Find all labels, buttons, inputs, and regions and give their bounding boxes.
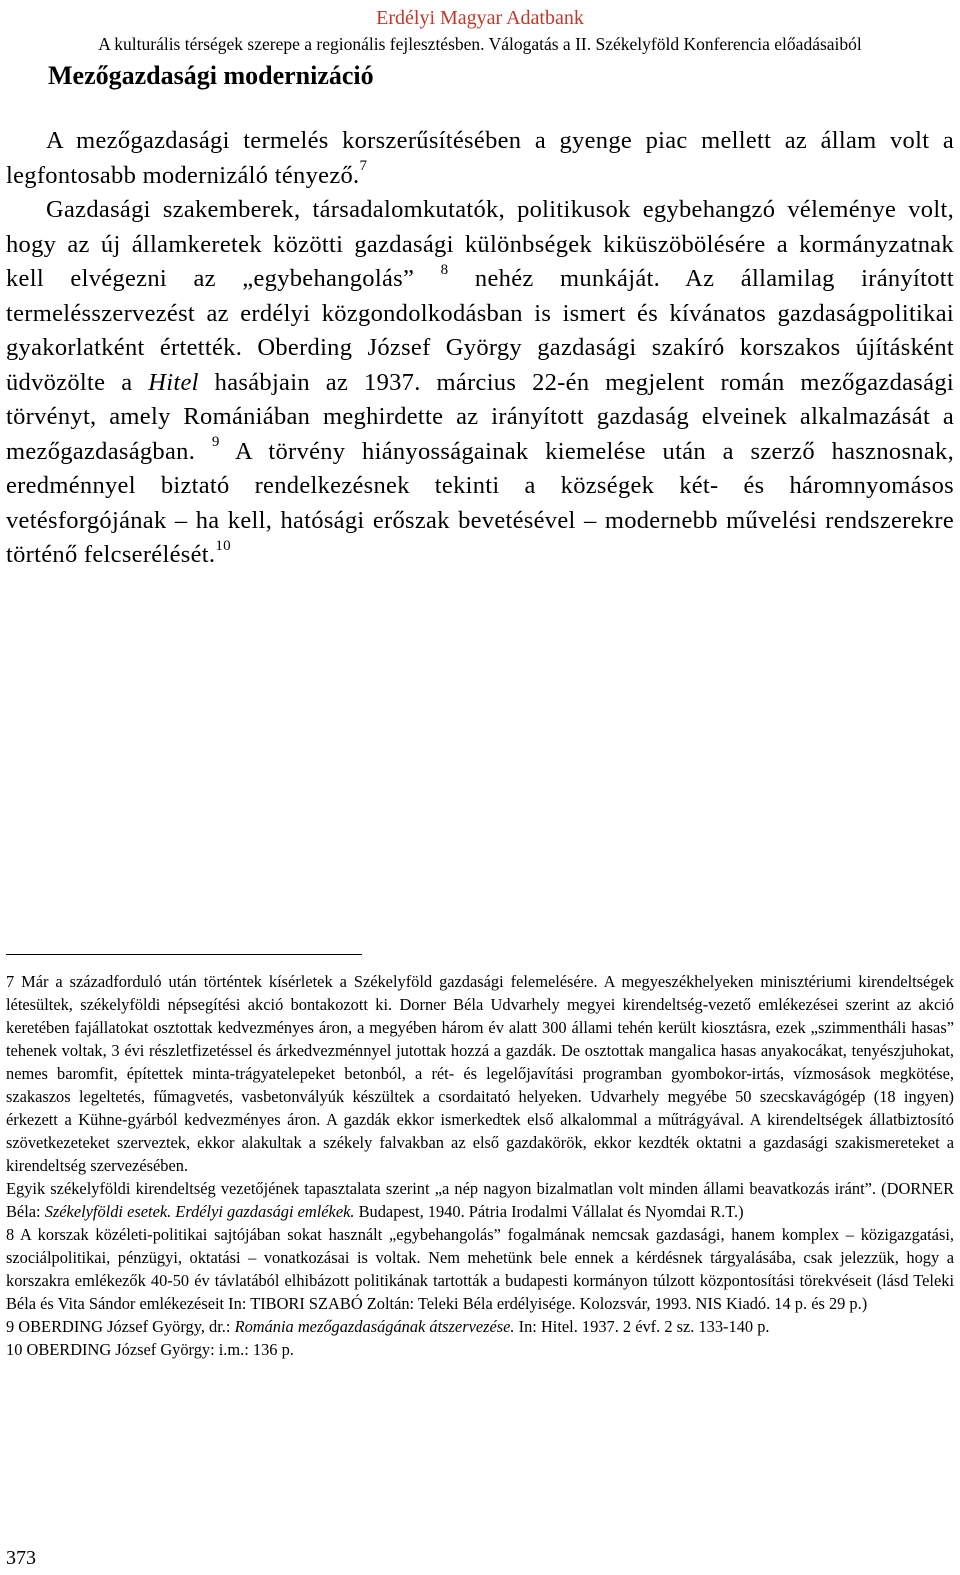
footnote-9-source: In: Hitel. 1937. 2 évf. 2 sz. 133-140 p. [518,1317,770,1336]
footnote-9-title: Románia mezőgazdaságának átszervezése. [234,1317,515,1336]
footnote-7-continued [6,1177,954,1223]
body-text-1: A mezőgazdasági termelés korszerűsítésében a gyenge piac mellett az állam volt a legfontosabb modernizáló tényező. [6,127,954,189]
footnote-ref-10[interactable]: 10 [215,537,231,554]
body-text-3: nehéz munkáját. Az államilag irányított termelésszervezést az erdélyi közgondolkodásban is ismert és kívánatos gazdaságpolitikai gyakorlatként értették. Oberding József György gazdasági szakíró korszakos újításként üdvözölte a [6,265,954,396]
paragraph-indent [6,127,46,154]
body-paragraph [6,124,954,573]
publication-subtitle: A kulturális térségek szerepe a regionális fejlesztésben. Válogatás a II. Székelyföld Konferencia előadásaiból [98,34,862,54]
footnote-ref-9[interactable]: 9 [211,434,220,451]
footnote-ref-7[interactable]: 7 [359,158,368,175]
footnote-ref-8[interactable]: 8 [440,261,449,278]
footnote-8: 8 A korszak közéleti-politikai sajtójában sokat használt „egybehangolás” fogalmának nemcsak gazdasági, hanem komplex – közigazgatási, szociálpolitikai, pénzügyi, oktatási – vonatkozásai is voltak. Nem mehetünk bele ennek a kérdésnek tárgyalásába, csak jelezzük, hogy a korszakra emlékezők 40-50 év távlatából elhibázott politikának tartották a budapesti kormányon túlzott központosítási törekvéseit (lásd Teleki Béla és Vita Sándor emlékezéseit In: TIBORI SZABÓ Zoltán: Teleki Béla erdélyisége. Kolozsvár, 1993. NIS Kiadó. 14 p. és 29 p.) [6,1225,954,1313]
footnote-10: 10 OBERDING József György: i.m.: 136 p. [6,1340,294,1359]
body-text-2: Gazdasági szakemberek, társadalomkutatók, politikusok egybehangzó véleménye volt, hogy az új államkeretek közötti gazdasági különbségek kiküszöbölésére a kormányzatnak kell elvégezni az „egybehangolás” [6,196,954,292]
footnotes [6,970,954,1361]
paragraph-indent [6,196,46,223]
footnote-separator [6,954,362,955]
footnote-9-author: 9 OBERDING József György, dr.: [6,1317,231,1336]
footnote-7-book-title: Székelyföldi esetek. Erdélyi gazdasági emlékek. [44,1202,355,1221]
footnote-9 [6,1315,954,1338]
hitel-title: Hitel [148,368,199,396]
body-text-4: hasábjain az 1937. március 22-én megjelent román mezőgazdasági törvényt, amely Romániában meghirdette az irányított gazdaság elveinek alkalmazását a mezőgazdaságban. [6,368,954,465]
footnote-7-text: Egyik székelyföldi kirendeltség vezetőjének tapasztalata szerint „a nép nagyon bizalmatlan volt minden állami beavatkozás iránt”. (DORNER Béla: [6,1179,954,1221]
footnote-7: 7 Már a századforduló után történtek kísérletek a Székelyföld gazdasági felemelésére. A megyeszékhelyeken minisztériumi kirendeltségek létesültek, székelyföldi népsegítési akció bontakozott ki. Dorner Béla Udvarhely megyei kirendeltség-vezető emlékezései szerint az akció keretében fajállatokat osztottak kedvezményes áron, a megyében három év alatt 300 állami tehén került kiosztásra, ezek „szimmentháli hasas” tehenek voltak, 3 évi részletfizetéssel és árkedvezménnyel jutottak hozzá a gazdák. De osztottak mangalica hasas anyakocákat, tenyészjuhokat, nemes baromfit, építettek minta-trágyatelepeket betonból, a rét- és legelőjavítási programban gyombokor-irtás, vízmosások megkötése, szakaszos legeltetés, fűmagvetés, vasbetonvályúk készültek a csordaitató helyeken. Udvarhely megyébe 50 szecskavágógép (18 ingyen) érkezett a Kühne-gyárból kedvezményes áron. A gazdák ekkor ismerkedtek első alkalommal a műtrágyával. A kirendeltségek állatbiztosító szövetkezeteket szerveztek, ekkor alakultak a székely falvakban az első gazdakörök, ekkor kezdték oktatni a gazdasági szakismereteket a kirendeltség szervezésében. [6,972,954,1175]
footnote-7-publisher: Budapest, 1940. Pátria Irodalmi Vállalat és Nyomdai R.T.) [358,1202,744,1221]
body-text-5: A törvény hiányosságainak kiemelése után a szerző hasznosnak, eredménnyel biztató rendelkezésnek tekinti a községek két- és háromnyomásos vetésforgójának – ha kell, hatósági erőszak bevetésével – modernebb művelési rendszerekre történő felcserélését. [6,437,954,568]
section-title: Mezőgazdasági modernizáció [48,61,374,90]
site-name[interactable]: Erdélyi Magyar Adatbank [376,7,584,29]
page-number: 373 [6,1547,36,1569]
